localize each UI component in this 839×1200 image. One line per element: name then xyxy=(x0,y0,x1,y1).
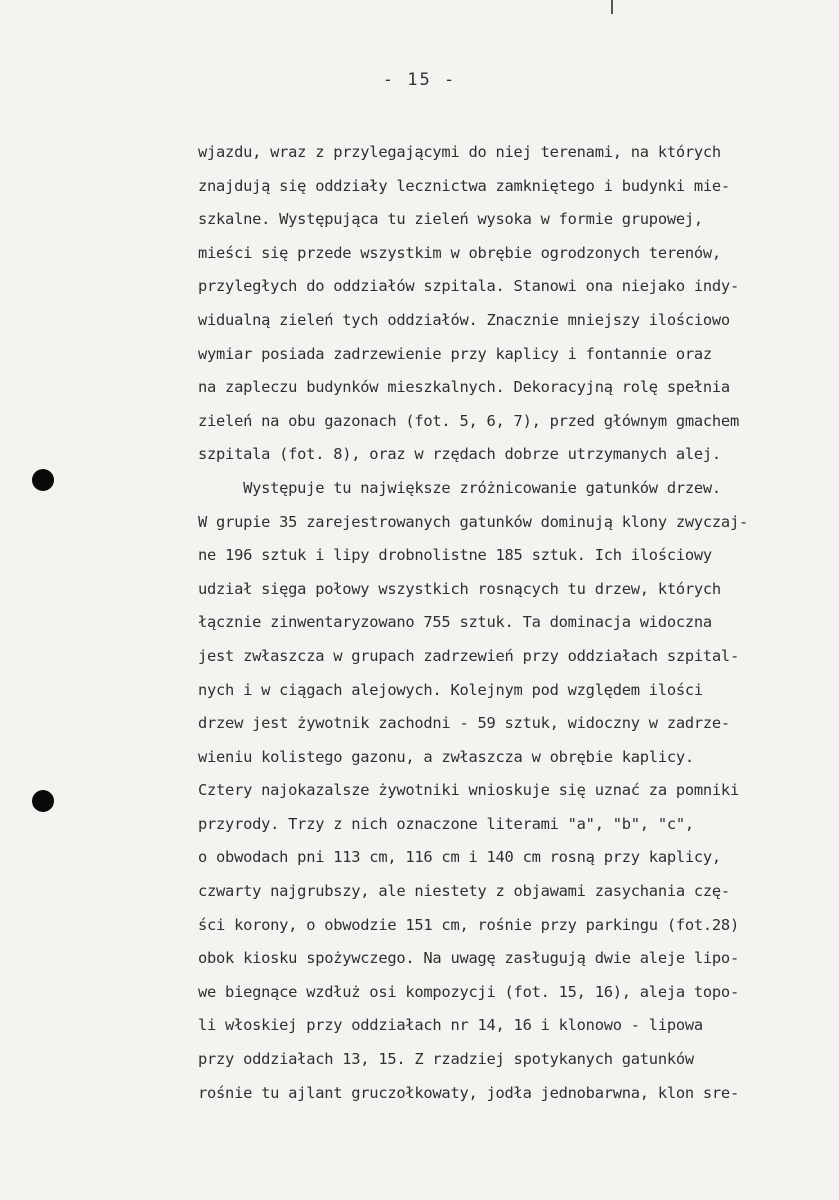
text-line: czwarty najgrubszy, ale niestety z objawami zasychania czę- xyxy=(198,882,730,901)
text-line: drzew jest żywotnik zachodni - 59 sztuk, widoczny w zadrze- xyxy=(198,714,730,733)
text-line: Cztery najokazalsze żywotniki wnioskuje się uznać za pomniki xyxy=(198,781,739,800)
text-line: na zapleczu budynków mieszkalnych. Dekoracyjną rolę spełnia xyxy=(198,378,730,397)
text-line: przy oddziałach 13, 15. Z rzadziej spotykanych gatunków xyxy=(198,1050,694,1069)
text-line: widualną zieleń tych oddziałów. Znacznie mniejszy ilościowo xyxy=(198,310,730,329)
text-line: nych i w ciągach alejowych. Kolejnym pod względem ilości xyxy=(198,680,703,699)
text-line: wymiar posiada zadrzewienie przy kaplicy i fontannie oraz xyxy=(198,344,712,363)
page-number: - 15 - xyxy=(382,70,457,90)
text-line: rośnie tu ajlant gruczołkowaty, jodła jednobarwna, klon sre- xyxy=(198,1083,739,1102)
punch-hole xyxy=(32,790,54,812)
text-line: wjazdu, wraz z przylegającymi do niej terenami, na których xyxy=(198,143,721,161)
body-text xyxy=(198,136,818,1110)
text-line: znajdują się oddziały lecznictwa zamkniętego i budynki mie- xyxy=(198,176,730,195)
text-line: we biegnące wzdłuż osi kompozycji (fot. 15, 16), aleja topo- xyxy=(198,982,739,1001)
edge-mark xyxy=(611,0,613,14)
text-line: przyrody. Trzy z nich oznaczone literami "a", "b", "c", xyxy=(198,814,694,833)
text-line: łącznie zinwentaryzowano 755 sztuk. Ta dominacja widoczna xyxy=(198,613,712,632)
text-line: szpitala (fot. 8), oraz w rzędach dobrze utrzymanych alej. xyxy=(198,445,721,464)
text-line: mieści się przede wszystkim w obrębie ogrodzonych terenów, xyxy=(198,243,721,262)
text-line: W grupie 35 zarejestrowanych gatunków dominują klony zwyczaj- xyxy=(198,512,748,531)
text-line: ne 196 sztuk i lipy drobnolistne 185 sztuk. Ich ilościowy xyxy=(198,546,712,565)
punch-hole xyxy=(32,469,54,491)
text-line: li włoskiej przy oddziałach nr 14, 16 i klonowo - lipowa xyxy=(198,1016,703,1035)
text-line: o obwodach pni 113 cm, 116 cm i 140 cm rosną przy kaplicy, xyxy=(198,848,721,867)
text-line: jest zwłaszcza w grupach zadrzewień przy oddziałach szpital- xyxy=(198,646,739,665)
text-line: Występuje tu największe zróżnicowanie gatunków drzew. xyxy=(198,478,721,497)
text-line: obok kiosku spożywczego. Na uwagę zasługują dwie aleje lipo- xyxy=(198,949,739,968)
text-line: szkalne. Występująca tu zieleń wysoka w formie grupowej, xyxy=(198,210,703,229)
text-line: udział sięga połowy wszystkich rosnących tu drzew, których xyxy=(198,579,721,598)
text-line: wieniu kolistego gazonu, a zwłaszcza w obrębie kaplicy. xyxy=(198,747,694,766)
text-line: ści korony, o obwodzie 151 cm, rośnie przy parkingu (fot.28) xyxy=(198,915,739,934)
text-line: przyległych do oddziałów szpitala. Stanowi ona niejako indy- xyxy=(198,277,739,296)
text-line: zieleń na obu gazonach (fot. 5, 6, 7), przed głównym gmachem xyxy=(198,411,739,430)
